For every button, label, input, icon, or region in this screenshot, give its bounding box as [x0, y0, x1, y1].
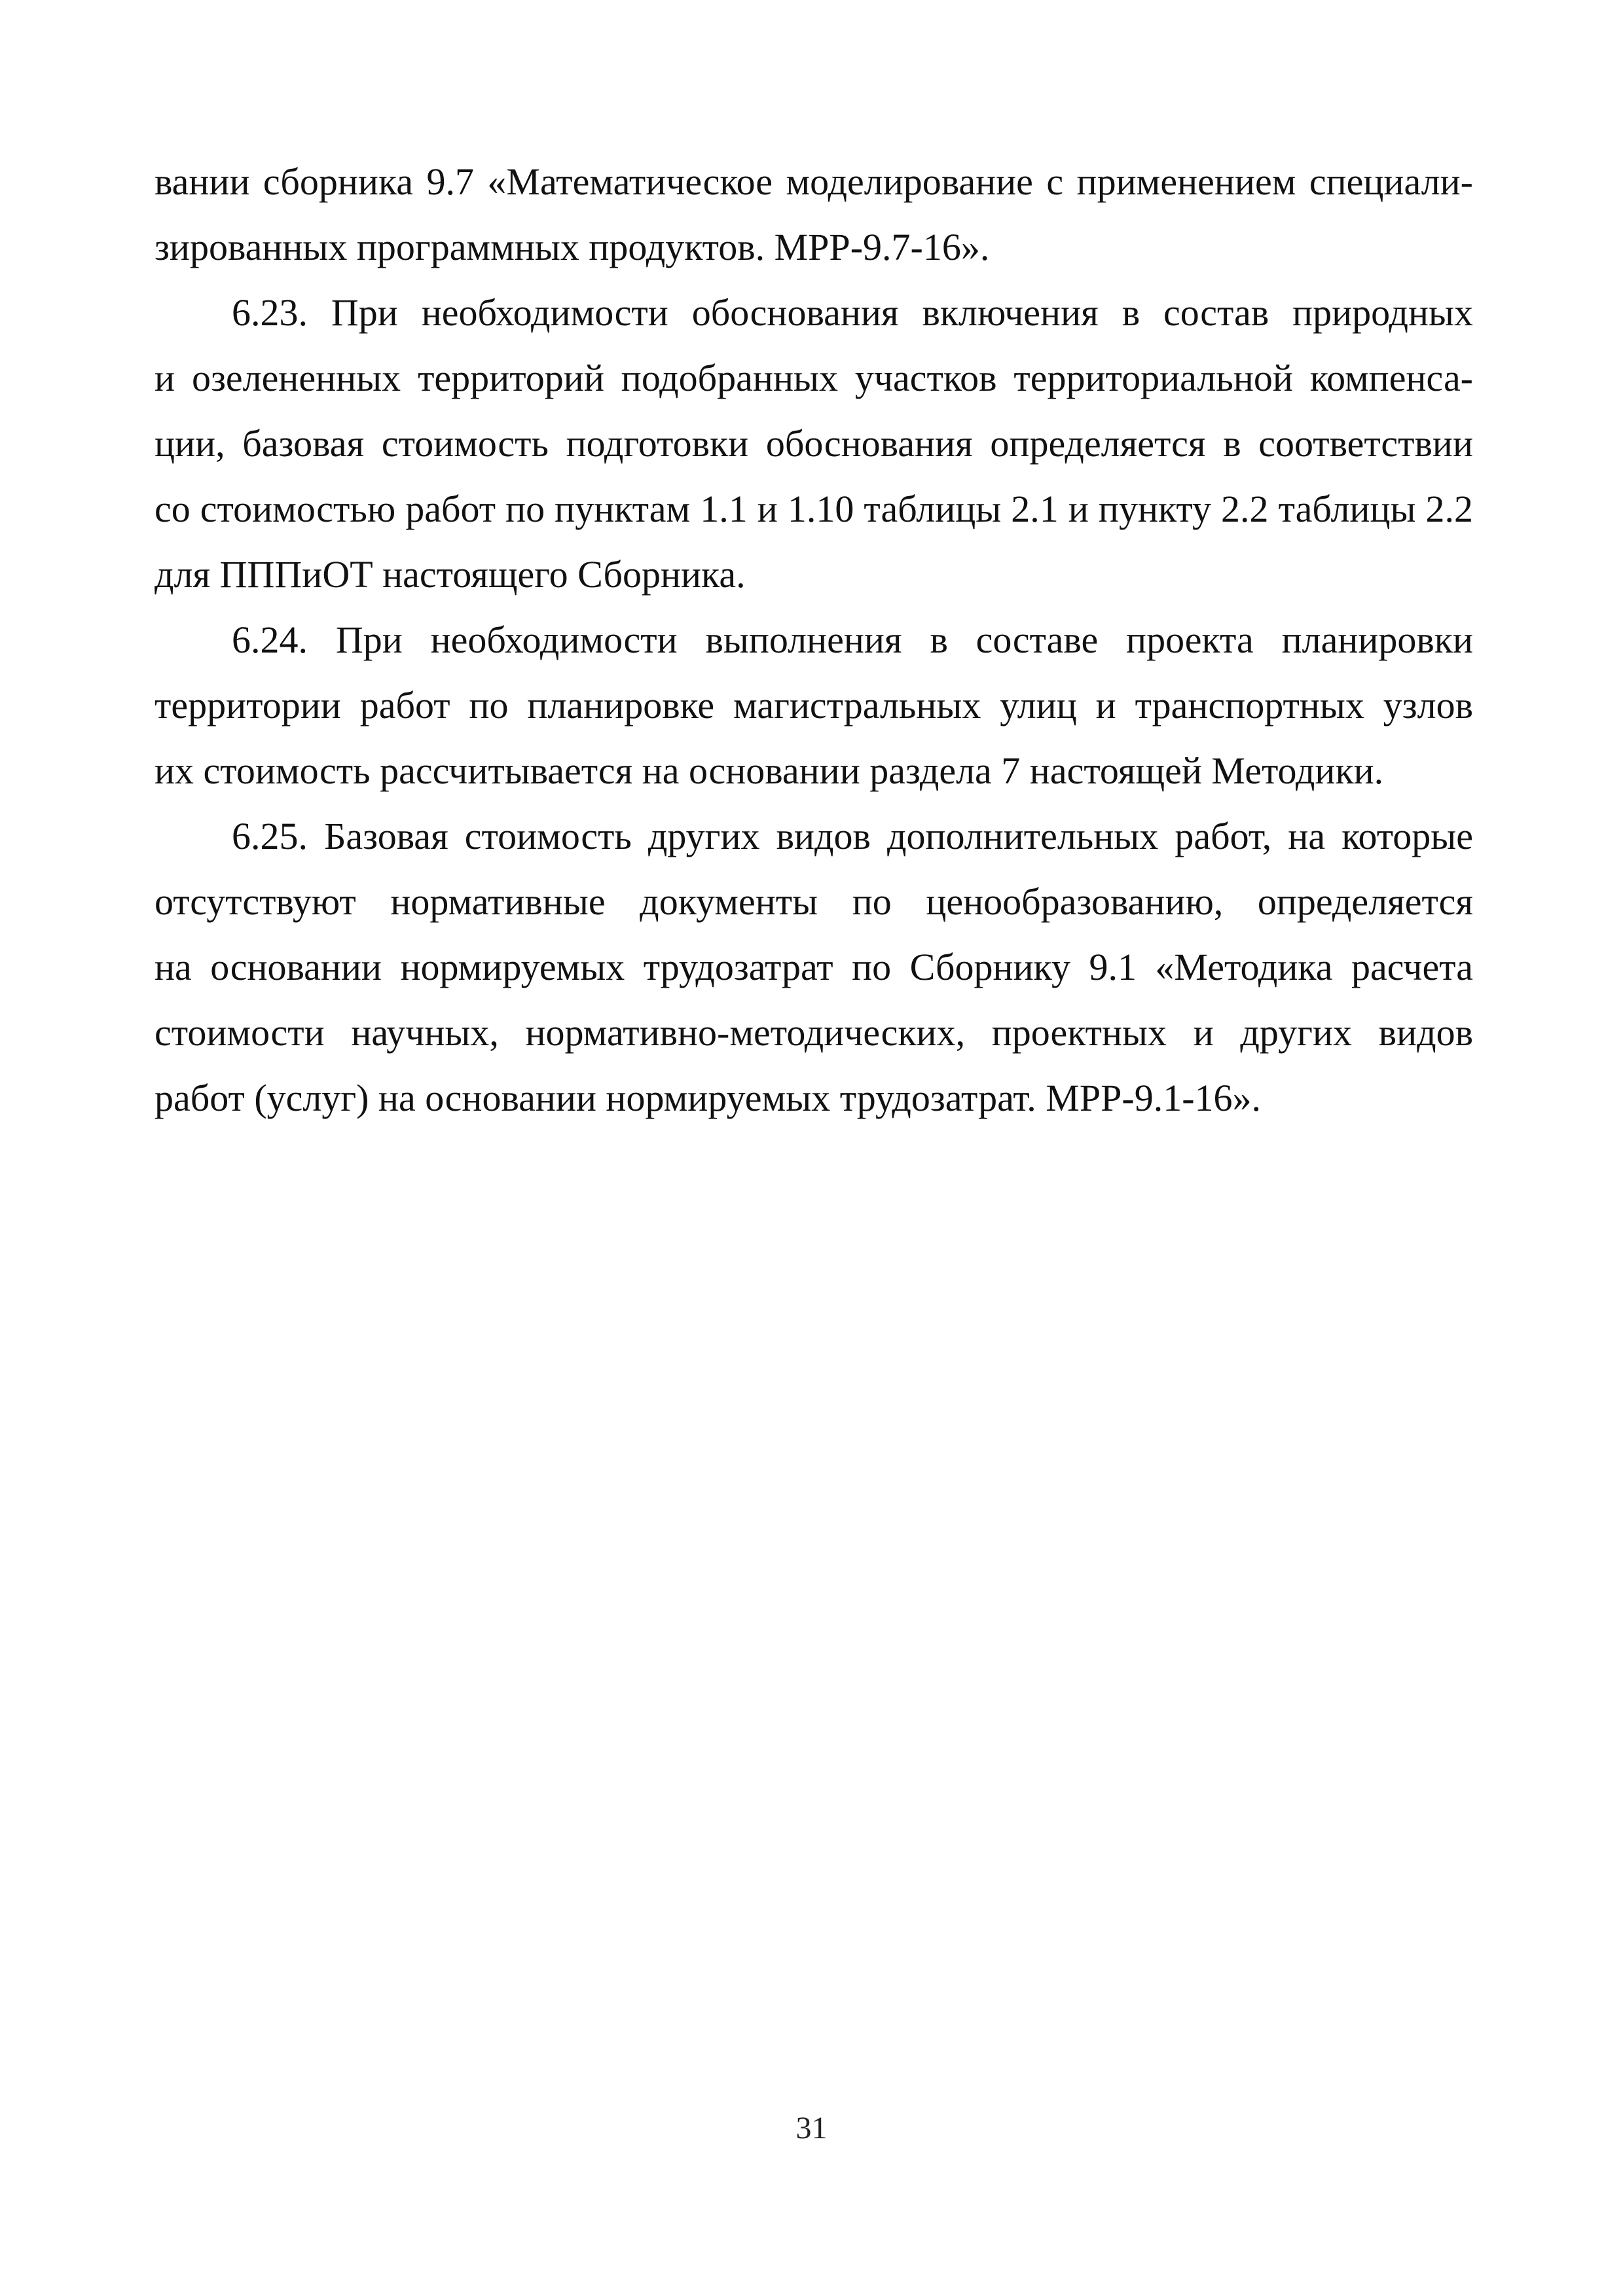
text-line-2: зированных программных продуктов. МРР-9.7-16». [155, 226, 990, 268]
paragraph-6-24-line-3: их стоимость рассчитывается на основании раздела 7 настоящей Методики. [155, 749, 1384, 792]
paragraph-6-23-line-4: со стоимостью работ по пунктам 1.1 и 1.10 таблицы 2.1 и пункту 2.2 таблицы 2.2 [155, 488, 1473, 530]
paragraph-6-25-line-3: на основании нормируемых трудозатрат по Сборнику 9.1 «Методика расчета [155, 946, 1473, 988]
paragraph-6-24-line-2: территории работ по планировке магистральных улиц и транспортных узлов [155, 684, 1473, 726]
paragraph-6-23-line-3: ции, базовая стоимость подготовки обоснования определяется в соответствии [155, 422, 1473, 465]
paragraph-6-23-line-1: 6.23. При необходимости обоснования включения в состав природных [232, 291, 1473, 334]
page-number: 31 [795, 2111, 828, 2145]
paragraph-6-23-line-5: для ПППиОТ настоящего Сборника. [155, 553, 746, 596]
text-line-1: вании сборника 9.7 «Математическое моделирование с применением специали- [155, 160, 1473, 203]
paragraph-6-25-line-5: работ (услуг) на основании нормируемых трудозатрат. МРР-9.1-16». [155, 1077, 1262, 1119]
paragraph-6-23-line-2: и озелененных территорий подобранных участков территориальной компенса- [155, 357, 1473, 399]
paragraph-6-25-line-2: отсутствуют нормативные документы по ценообразованию, определяется [155, 880, 1473, 923]
paragraph-6-25-line-4: стоимости научных, нормативно-методических, проектных и других видов [155, 1011, 1473, 1054]
paragraph-6-24-line-1: 6.24. При необходимости выполнения в составе проекта планировки [232, 619, 1473, 661]
paragraph-6-25-line-1: 6.25. Базовая стоимость других видов дополнительных работ, на которые [232, 815, 1473, 857]
